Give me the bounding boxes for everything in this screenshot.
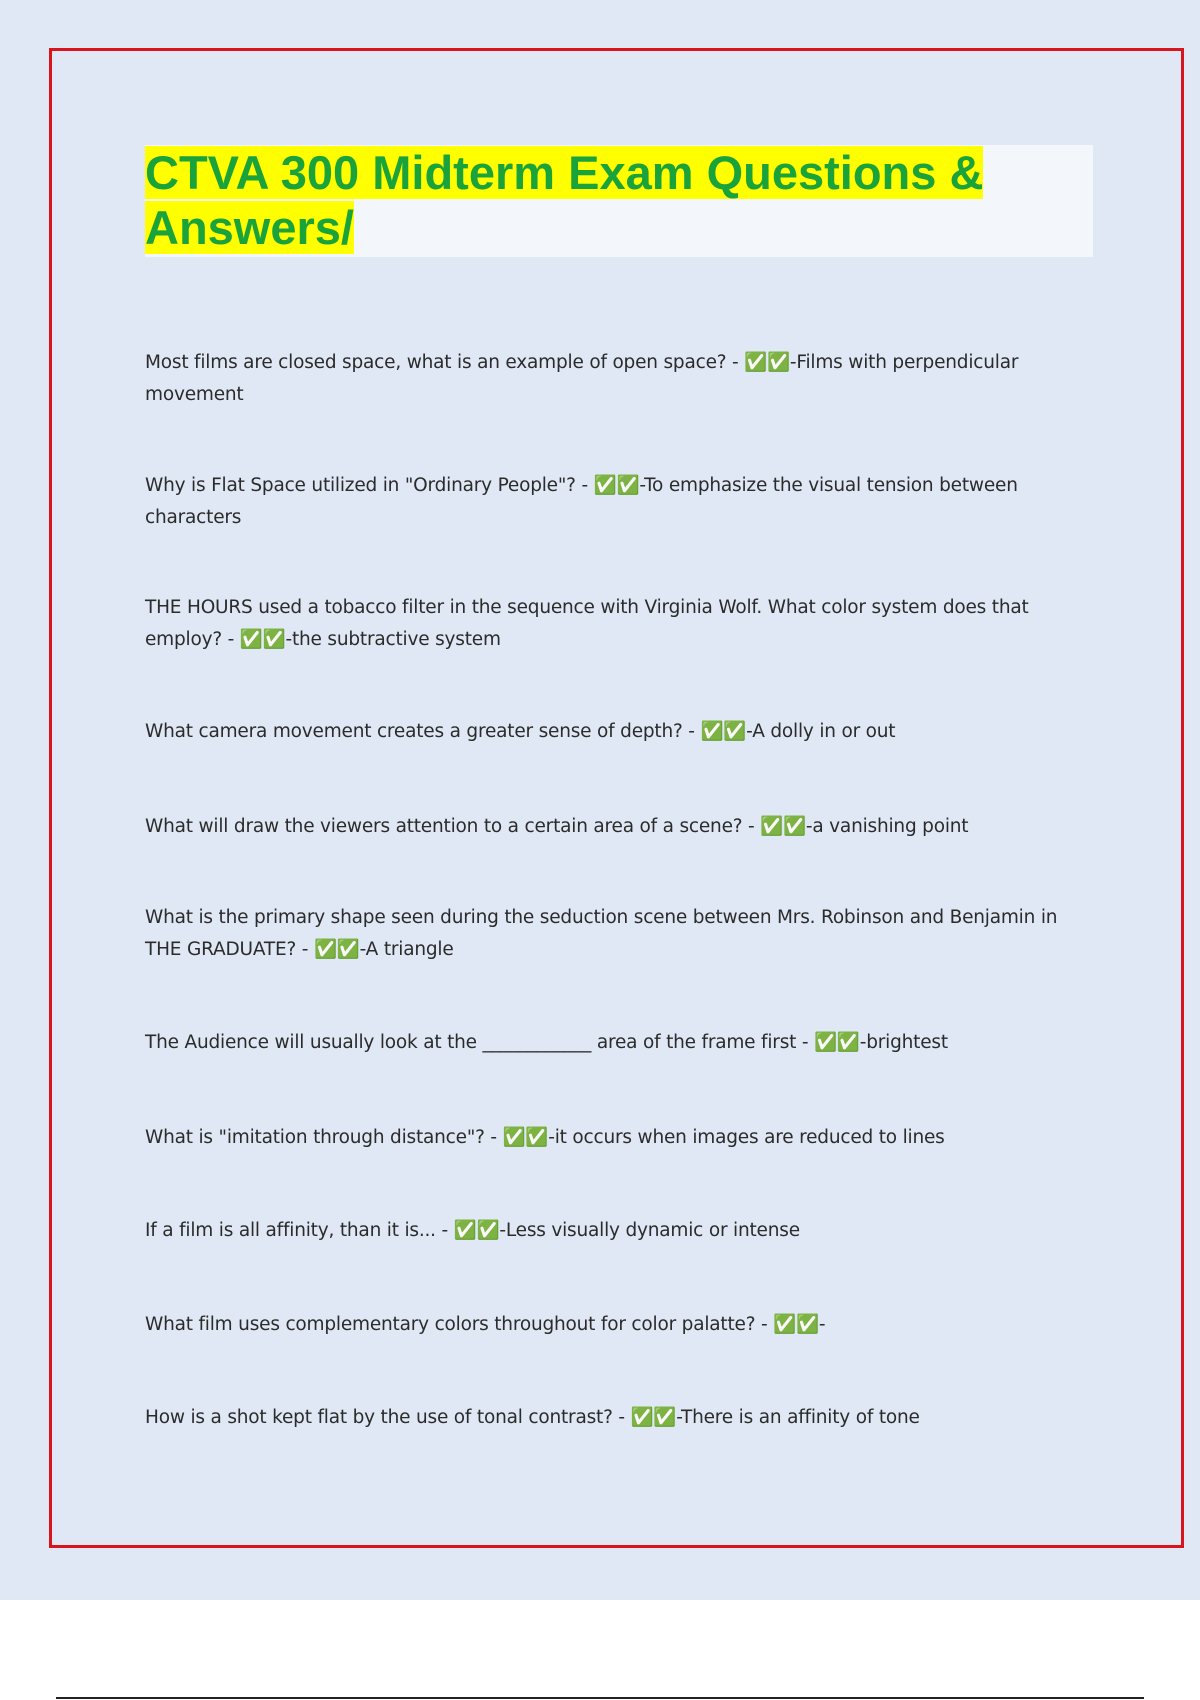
check-icon: ✅✅	[700, 721, 747, 742]
document-title	[145, 145, 1045, 255]
qa-item	[145, 811, 1065, 843]
question-text: What is "imitation through distance"? -	[145, 1127, 503, 1148]
answer-text: -it occurs when images are reduced to lines	[548, 1127, 945, 1148]
check-icon: ✅✅	[453, 1220, 500, 1241]
qa-item	[145, 1309, 1065, 1341]
check-icon: ✅✅	[630, 1407, 677, 1428]
question-text: What camera movement creates a greater sense of depth? -	[145, 721, 701, 742]
answer-text: -	[818, 1314, 826, 1335]
qa-item	[145, 347, 1065, 411]
check-icon: ✅✅	[773, 1314, 819, 1335]
question-text: What film uses complementary colors throughout for color palatte? -	[145, 1314, 774, 1335]
check-icon: ✅✅	[593, 475, 640, 496]
check-icon: ✅✅	[502, 1127, 549, 1148]
check-icon: ✅✅	[313, 939, 360, 960]
question-text: What will draw the viewers attention to a certain area of a scene? -	[145, 816, 761, 837]
answer-text: -a vanishing point	[805, 816, 969, 837]
question-text: If a film is all affinity, than it is... -	[145, 1220, 454, 1241]
footer-divider	[56, 1697, 1144, 1699]
qa-item	[145, 1122, 1065, 1154]
answer-text: -To emphasize the visual tension between characters	[145, 475, 1018, 528]
answer-text: -the subtractive system	[285, 629, 501, 650]
question-text: Most films are closed space, what is an example of open space? -	[145, 352, 745, 373]
answer-text: -brightest	[859, 1032, 948, 1053]
question-text: The Audience will usually look at the ____________ area of the frame first -	[145, 1032, 815, 1053]
qa-item	[145, 1215, 1065, 1247]
question-text: How is a shot kept flat by the use of tonal contrast? -	[145, 1407, 631, 1428]
qa-item	[145, 470, 1065, 534]
qa-item	[145, 902, 1065, 966]
answer-text: -A dolly in or out	[746, 721, 896, 742]
answer-text: -Less visually dynamic or intense	[499, 1220, 800, 1241]
answer-text: -A triangle	[359, 939, 454, 960]
qa-item	[145, 716, 1065, 748]
check-icon: ✅✅	[744, 352, 790, 373]
qa-item	[145, 1402, 1065, 1434]
answer-text: -Films with perpendicular movement	[145, 352, 1019, 405]
check-icon: ✅✅	[239, 629, 286, 650]
qa-item	[145, 592, 1065, 656]
document-title-text: CTVA 300 Midterm Exam Questions & Answers/	[145, 146, 984, 254]
qa-item	[145, 1027, 1065, 1059]
check-icon: ✅✅	[814, 1032, 860, 1053]
answer-text: -There is an affinity of tone	[676, 1407, 920, 1428]
question-text: Why is Flat Space utilized in "Ordinary People"? -	[145, 475, 594, 496]
question-text: What is the primary shape seen during the seduction scene between Mrs. Robinson and Benjamin in THE GRADUATE? -	[145, 907, 1058, 960]
question-text: THE HOURS used a tobacco filter in the sequence with Virginia Wolf. What color system does that employ? -	[145, 597, 1029, 650]
check-icon: ✅✅	[760, 816, 806, 837]
